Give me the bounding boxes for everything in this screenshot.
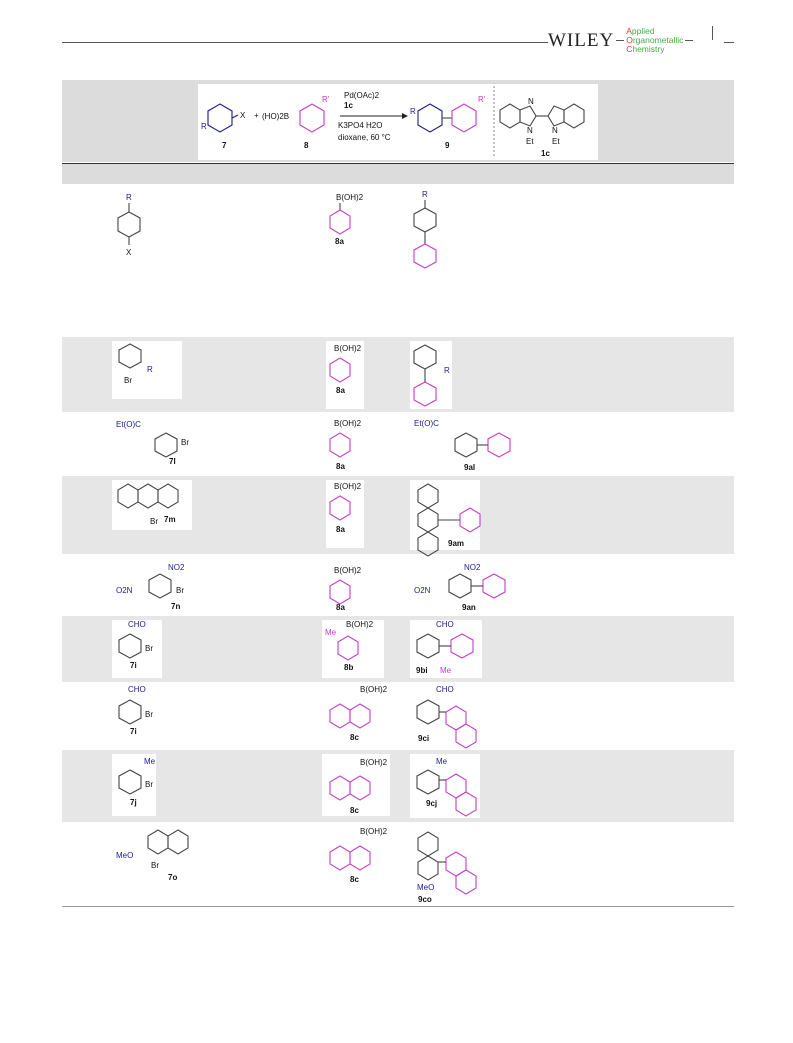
r2-prod-ring1 <box>414 345 436 369</box>
r3-prod-ring1 <box>455 433 477 457</box>
r2-prod-r: R <box>444 366 450 375</box>
r4-sm-ring3 <box>158 484 178 508</box>
r9-sm-ring1 <box>148 830 168 854</box>
reactant8-label: 8 <box>304 141 309 150</box>
r1-sm-x: X <box>126 248 132 257</box>
r4-sm-br: Br <box>150 517 158 526</box>
r4-sm-ring1 <box>118 484 138 508</box>
r2-ba-ring <box>330 358 350 382</box>
r5-sm-o2n: O2N <box>116 586 133 595</box>
cond-base: K3PO4 H2O <box>338 121 383 130</box>
r8-sm-label: 7j <box>130 798 137 807</box>
journal-line1: pplied <box>631 26 655 36</box>
r6-sm-ring <box>119 634 141 658</box>
r9-prod-ring4 <box>456 870 476 894</box>
r9-ba-label: 8c <box>350 875 359 884</box>
r3-prod-ring2 <box>488 433 510 457</box>
r7-prod-label: 9ci <box>418 734 430 743</box>
r3-sm-br: Br <box>181 438 189 447</box>
r5-prod-no2: NO2 <box>464 563 481 572</box>
r1-ba-ring <box>330 210 350 234</box>
r9-prod-ring1 <box>418 832 438 856</box>
cond-solvent: dioxane, 60 °C <box>338 133 391 142</box>
r5-sm-br: Br <box>176 586 184 595</box>
r5-prod-label: 9an <box>462 603 476 612</box>
r9-sm-label: 7o <box>168 873 178 882</box>
r7-sm-cho: CHO <box>128 685 146 694</box>
reactant7-x: X <box>240 111 246 120</box>
r7-ba-ring2 <box>350 704 370 728</box>
journal-title: Applied Organometallic Chemistry <box>626 26 684 54</box>
r7-prod-ring1 <box>417 700 439 724</box>
r4-prod-ring1 <box>418 484 438 508</box>
r9-ba-text: B(OH)2 <box>360 827 388 836</box>
r7-prod-cho: CHO <box>436 685 454 694</box>
r6-ba-me: Me <box>325 628 337 637</box>
r5-ba-label: 8a <box>336 603 345 612</box>
r4-ba-text: B(OH)2 <box>334 482 362 491</box>
r1-prod-ring1 <box>414 208 436 232</box>
r9-ba-ring2 <box>350 846 370 870</box>
reactant8-r: R' <box>322 95 330 104</box>
r6-prod-ring2 <box>451 634 473 658</box>
r5-prod-ring1 <box>449 574 471 598</box>
r9-sm-ring2 <box>168 830 188 854</box>
r6-ba-label: 8b <box>344 663 354 672</box>
r8-ba-ring2 <box>350 776 370 800</box>
cond-catalyst: Pd(OAc)2 <box>344 91 380 100</box>
r5-sm-label: 7n <box>171 602 181 611</box>
r3-ba-text: B(OH)2 <box>334 419 362 428</box>
r6-sm-br: Br <box>145 644 153 653</box>
r5-ba-text: B(OH)2 <box>334 566 362 575</box>
r6-prod-me: Me <box>440 666 452 675</box>
r4-prod-ring3 <box>418 532 438 556</box>
r8-sm-ring <box>119 770 141 794</box>
r8-prod-ring1 <box>417 770 439 794</box>
ligand-et1: Et <box>526 137 534 146</box>
r8-prod-me: Me <box>436 757 448 766</box>
r5-sm-no2: NO2 <box>168 563 185 572</box>
r9-prod-meo: MeO <box>417 883 435 892</box>
r6-sm-label: 7i <box>130 661 137 670</box>
r9-prod-ring2 <box>418 856 438 880</box>
r3-ba-ring <box>330 433 350 457</box>
r8-ba-label: 8c <box>350 806 359 815</box>
r4-ba-label: 8a <box>336 525 345 534</box>
r6-prod-cho: CHO <box>436 620 454 629</box>
r6-prod-ring1 <box>417 634 439 658</box>
r3-sm-label: 7l <box>169 457 176 466</box>
reactant7-label: 7 <box>222 141 227 150</box>
ligand-n-top: N <box>528 97 534 106</box>
r4-prod-label: 9am <box>448 539 465 548</box>
r9-ba-ring1 <box>330 846 350 870</box>
reactant7-r: R <box>201 122 207 131</box>
product9-r: R <box>410 107 416 116</box>
r2-ba-text: B(OH)2 <box>334 344 362 353</box>
r5-prod-o2n: O2N <box>414 586 431 595</box>
r6-prod-label: 9bi <box>416 666 428 675</box>
r1-prod-r: R <box>422 190 428 199</box>
r7-prod-ring3 <box>456 724 476 748</box>
r5-ba-ring <box>330 580 350 604</box>
product9-label: 9 <box>445 141 450 150</box>
reactant8-group: (HO)2B <box>262 112 290 121</box>
publisher-name: WILEY <box>548 29 615 51</box>
r6-ba-ring <box>338 636 358 660</box>
cond-ligand: 1c <box>344 101 353 110</box>
r3-sm-sub: Et(O)C <box>116 420 141 429</box>
journal-line3: hemistry <box>632 44 665 54</box>
r8-ba-ring1 <box>330 776 350 800</box>
r3-sm-ring <box>155 433 177 457</box>
ligand-et2: Et <box>552 137 560 146</box>
r8-prod-ring3 <box>456 792 476 816</box>
r1-sm-ring <box>118 212 140 237</box>
r1-prod-ring2 <box>414 244 436 268</box>
r2-sm-br: Br <box>124 376 132 385</box>
product9-r-prime: R' <box>478 95 486 104</box>
r8-ba-text: B(OH)2 <box>360 758 388 767</box>
ligand-label: 1c <box>541 149 550 158</box>
r9-prod-label: 9co <box>418 895 432 904</box>
r4-prod-ring2 <box>418 508 438 532</box>
r7-ba-ring1 <box>330 704 350 728</box>
r4-ba-ring <box>330 496 350 520</box>
ligand-n-right: N <box>552 126 558 135</box>
r3-prod-label: 9al <box>464 463 476 472</box>
r7-ba-text: B(OH)2 <box>360 685 388 694</box>
r8-sm-me: Me <box>144 757 156 766</box>
r2-sm-r: R <box>147 365 153 374</box>
r3-prod-sub: Et(O)C <box>414 419 439 428</box>
r2-ba-label: 8a <box>336 386 345 395</box>
journal-line2: rganometallic <box>632 35 684 45</box>
r9-sm-meo: MeO <box>116 851 134 860</box>
r1-ba-text: B(OH)2 <box>336 193 364 202</box>
r4-sm-label: 7m <box>164 515 176 524</box>
r6-ba-text: B(OH)2 <box>346 620 374 629</box>
r9-sm-br: Br <box>151 861 159 870</box>
r7-sm-br: Br <box>145 710 153 719</box>
r4-sm-ring2 <box>138 484 158 508</box>
r7-ba-label: 8c <box>350 733 359 742</box>
r5-sm-ring <box>149 574 171 598</box>
r1-ba-label: 8a <box>335 237 344 246</box>
r2-prod-ring2 <box>414 382 436 406</box>
r6-sm-cho: CHO <box>128 620 146 629</box>
r7-sm-ring <box>119 700 141 724</box>
plus-sign: + <box>254 111 259 120</box>
r8-prod-label: 9cj <box>426 799 438 808</box>
r4-prod-ring4 <box>460 508 480 532</box>
r8-sm-br: Br <box>145 780 153 789</box>
r3-ba-label: 8a <box>336 462 345 471</box>
r2-sm-ring <box>119 344 141 368</box>
ligand-n-bottom: N <box>527 126 533 135</box>
r5-prod-ring2 <box>483 574 505 598</box>
r7-sm-label: 7i <box>130 727 137 736</box>
r1-sm-r: R <box>126 193 132 202</box>
